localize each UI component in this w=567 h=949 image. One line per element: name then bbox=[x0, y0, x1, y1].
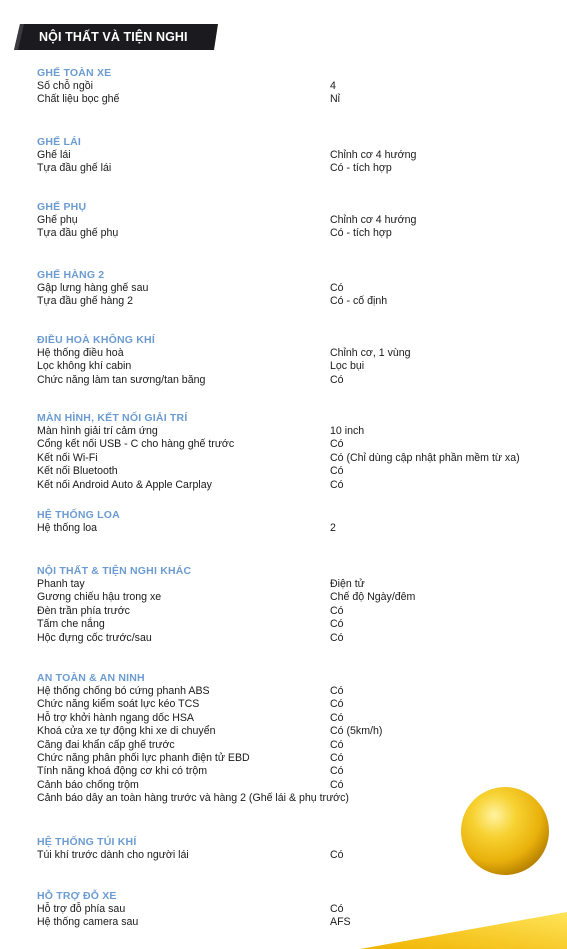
section-heading: HỆ THỐNG TÚI KHÍ bbox=[37, 836, 137, 848]
spec-value: 4 bbox=[330, 80, 336, 92]
spec-value: Có (Chỉ dùng cập nhật phần mềm từ xa) bbox=[330, 451, 520, 464]
section-heading: ĐIỀU HOÀ KHÔNG KHÍ bbox=[37, 334, 155, 346]
spec-value: Có (5km/h) bbox=[330, 725, 383, 738]
spec-row bbox=[37, 522, 557, 535]
spec-label: Cổng kết nối USB - C cho hàng ghế trước bbox=[37, 438, 235, 451]
spec-label: Kết nối Wi-Fi bbox=[37, 451, 98, 464]
spec-row bbox=[37, 903, 557, 916]
spec-label: Lọc không khí cabin bbox=[37, 360, 132, 373]
spec-label: Số chỗ ngồi bbox=[37, 80, 93, 92]
spec-value: 2 bbox=[330, 522, 336, 534]
spec-value: Chế độ Ngày/đêm bbox=[330, 591, 416, 604]
spec-row bbox=[37, 725, 557, 738]
spec-label: Phanh tay bbox=[37, 578, 85, 590]
spec-label: Hộc đựng cốc trước/sau bbox=[37, 631, 152, 644]
spec-section bbox=[37, 565, 557, 645]
section-heading: GHẾ LÁI bbox=[37, 136, 81, 148]
spec-value: Có - tích hợp bbox=[330, 227, 392, 240]
spec-value: Có bbox=[330, 373, 344, 386]
spec-row bbox=[37, 360, 557, 373]
spec-section bbox=[37, 334, 557, 387]
spec-value: Có bbox=[330, 618, 344, 631]
spec-value: Có - tích hợp bbox=[330, 162, 392, 175]
spec-label: Tấm che nắng bbox=[37, 618, 105, 631]
spec-value: Có bbox=[330, 282, 344, 294]
yellow-ball-decoration bbox=[459, 785, 551, 877]
spec-row bbox=[37, 282, 557, 295]
spec-row bbox=[37, 765, 557, 778]
spec-label: Khoá cửa xe tự động khi xe di chuyển bbox=[37, 725, 216, 738]
spec-label: Chức năng làm tan sương/tan băng bbox=[37, 373, 206, 386]
section-heading: MÀN HÌNH, KẾT NỐI GIẢI TRÍ bbox=[37, 412, 188, 424]
spec-label: Gương chiếu hậu trong xe bbox=[37, 591, 162, 604]
spec-section bbox=[37, 412, 557, 492]
spec-section bbox=[37, 269, 557, 309]
spec-label: Cảnh báo chống trộm bbox=[37, 778, 139, 791]
spec-row bbox=[37, 698, 557, 711]
spec-label: Kết nối Bluetooth bbox=[37, 465, 118, 478]
spec-label: Màn hình giải trí cảm ứng bbox=[37, 425, 158, 437]
spec-label: Cảnh báo dây an toàn hàng trước và hàng 2 (Ghế lái & phụ trước) bbox=[37, 792, 349, 805]
spec-label: Hỗ trợ đỗ phía sau bbox=[37, 903, 126, 915]
spec-row bbox=[37, 162, 557, 175]
spec-value: Có bbox=[330, 711, 344, 724]
spec-row bbox=[37, 685, 557, 698]
spec-row bbox=[37, 916, 557, 929]
spec-label: Chất liệu bọc ghế bbox=[37, 93, 120, 106]
spec-value: Có bbox=[330, 465, 344, 478]
section-heading: GHẾ PHỤ bbox=[37, 201, 87, 213]
spec-label: Hệ thống chống bó cứng phanh ABS bbox=[37, 685, 210, 697]
spec-value: Lọc bụi bbox=[330, 360, 365, 373]
spec-value: Có - cố định bbox=[330, 295, 388, 308]
spec-value: AFS bbox=[330, 916, 351, 929]
section-heading: NỘI THẤT & TIỆN NGHI KHÁC bbox=[37, 565, 192, 577]
spec-row bbox=[37, 632, 557, 645]
spec-value: Nỉ bbox=[330, 93, 341, 106]
spec-value: Có bbox=[330, 438, 344, 451]
section-heading: HỖ TRỢ ĐỖ XE bbox=[37, 890, 117, 902]
spec-label: Tựa đầu ghế phụ bbox=[37, 227, 119, 240]
spec-value: Có bbox=[330, 631, 344, 644]
spec-value: Có bbox=[330, 478, 344, 491]
spec-section bbox=[37, 509, 557, 535]
spec-label: Tựa đầu ghế hàng 2 bbox=[37, 295, 134, 308]
spec-row bbox=[37, 347, 557, 360]
spec-label: Hỗ trợ khởi hành ngang dốc HSA bbox=[37, 711, 194, 724]
spec-row bbox=[37, 465, 557, 478]
spec-value: Có bbox=[330, 738, 344, 751]
spec-label: Hệ thống điều hoà bbox=[37, 347, 124, 359]
spec-value: Điện tử bbox=[330, 578, 365, 590]
spec-label: Ghế lái bbox=[37, 149, 71, 161]
spec-row bbox=[37, 149, 557, 162]
spec-section bbox=[37, 890, 557, 930]
spec-label: Đèn trần phía trước bbox=[37, 604, 130, 617]
spec-label: Chức năng kiểm soát lực kéo TCS bbox=[37, 698, 200, 711]
spec-value: Có bbox=[330, 903, 344, 915]
spec-row bbox=[37, 752, 557, 765]
spec-row bbox=[37, 452, 557, 465]
title-banner bbox=[14, 24, 218, 50]
spec-section bbox=[37, 67, 557, 107]
spec-row bbox=[37, 438, 557, 451]
spec-row bbox=[37, 618, 557, 631]
spec-section bbox=[37, 201, 557, 241]
spec-value: Có bbox=[330, 765, 344, 778]
spec-row bbox=[37, 712, 557, 725]
spec-row bbox=[37, 591, 557, 604]
spec-label: Chức năng phân phối lực phanh điện tử EBD bbox=[37, 751, 250, 764]
spec-value: Có bbox=[330, 751, 344, 764]
spec-label: Gập lưng hàng ghế sau bbox=[37, 282, 149, 294]
spec-value: Có bbox=[330, 685, 344, 697]
section-heading: HỆ THỐNG LOA bbox=[37, 509, 120, 521]
spec-section bbox=[37, 136, 557, 176]
spec-value: Có bbox=[330, 698, 344, 711]
spec-value: Chỉnh cơ 4 hướng bbox=[330, 149, 417, 161]
spec-label: Hệ thống loa bbox=[37, 522, 98, 534]
spec-label: Kết nối Android Auto & Apple Carplay bbox=[37, 478, 212, 491]
spec-row bbox=[37, 479, 557, 492]
spec-row bbox=[37, 739, 557, 752]
spec-row bbox=[37, 578, 557, 591]
spec-label: Tính năng khoá động cơ khi có trộm bbox=[37, 765, 208, 778]
page-title: NỘI THẤT VÀ TIỆN NGHI bbox=[39, 30, 188, 44]
spec-row bbox=[37, 425, 557, 438]
spec-row bbox=[37, 227, 557, 240]
spec-value: 10 inch bbox=[330, 425, 365, 437]
spec-row bbox=[37, 605, 557, 618]
spec-label: Tựa đầu ghế lái bbox=[37, 162, 112, 175]
spec-value: Có bbox=[330, 849, 344, 861]
spec-row bbox=[37, 295, 557, 308]
section-heading: GHẾ TOÀN XE bbox=[37, 67, 112, 79]
spec-row bbox=[37, 80, 557, 93]
spec-label: Căng đai khẩn cấp ghế trước bbox=[37, 738, 175, 751]
spec-value: Chỉnh cơ, 1 vùng bbox=[330, 347, 411, 359]
section-heading: AN TOÀN & AN NINH bbox=[37, 672, 145, 684]
spec-value: Có bbox=[330, 604, 344, 617]
spec-row bbox=[37, 93, 557, 106]
spec-label: Túi khí trước dành cho người lái bbox=[37, 849, 189, 861]
spec-label: Ghế phụ bbox=[37, 214, 78, 226]
spec-value: Có bbox=[330, 778, 344, 791]
spec-label: Hệ thống camera sau bbox=[37, 916, 139, 929]
section-heading: GHẾ HÀNG 2 bbox=[37, 269, 105, 281]
spec-value: Chỉnh cơ 4 hướng bbox=[330, 214, 417, 226]
spec-row bbox=[37, 374, 557, 387]
spec-row bbox=[37, 214, 557, 227]
